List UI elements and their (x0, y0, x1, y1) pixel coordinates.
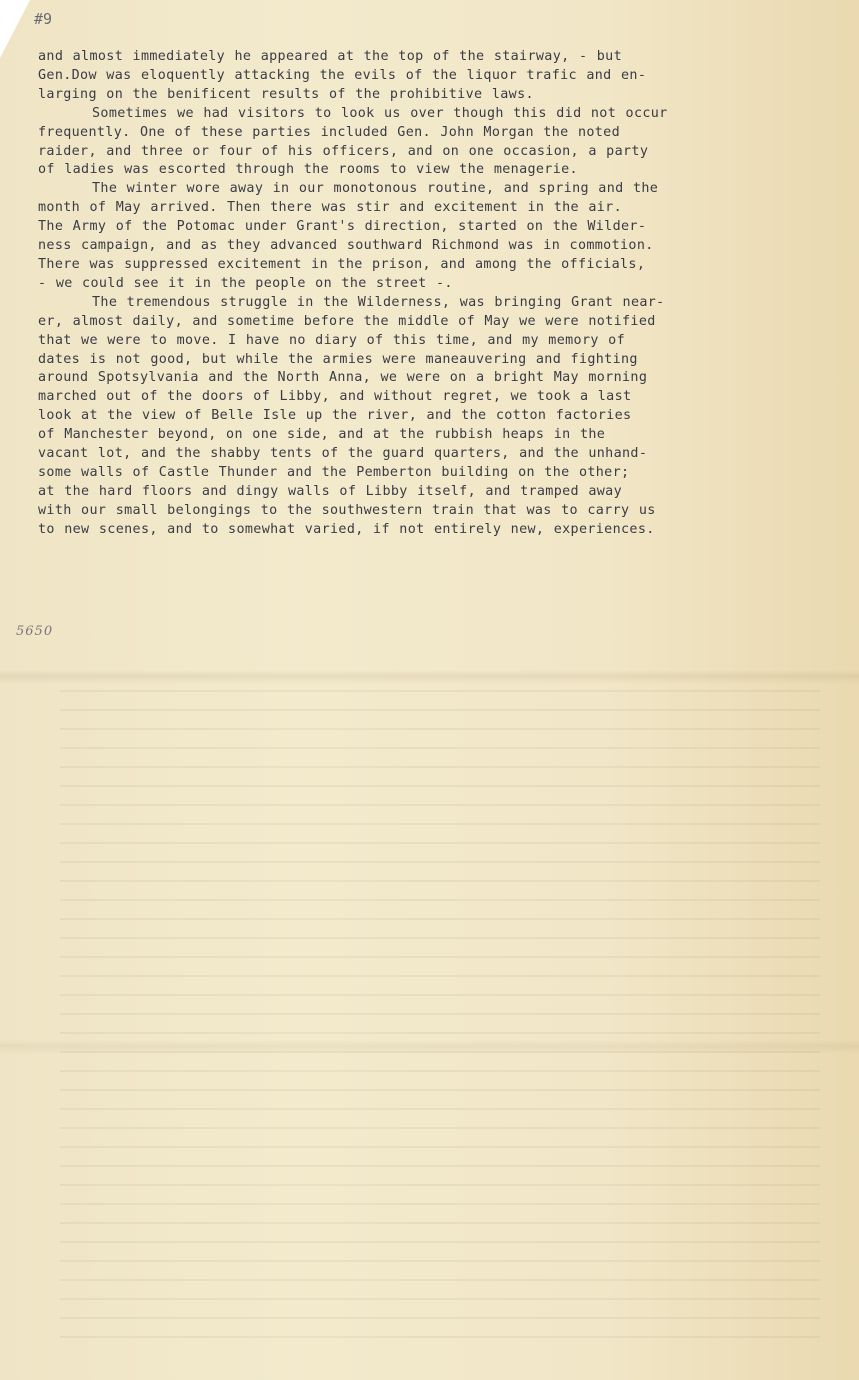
torn-corner (0, 0, 30, 58)
text-line: that we were to move. I have no diary of this time, and my memory of (38, 332, 626, 348)
text-line: - we could see it in the people on the street -. (38, 275, 453, 291)
text-line: ness campaign, and as they advanced southward Richmond was in commotion. (38, 238, 654, 254)
text-line: dates is not good, but while the armies were maneauvering and fighting (38, 351, 638, 367)
text-line: to new scenes, and to somewhat varied, if not entirely new, experiences. (38, 521, 655, 537)
text-line: of ladies was escorted through the rooms to view the menagerie. (38, 162, 578, 178)
text-line: some walls of Castle Thunder and the Pemberton building on the other; (38, 464, 630, 480)
text-line: and almost immediately he appeared at the top of the stairway, - but (38, 49, 623, 64)
show-through-text (60, 690, 820, 1340)
text-line: raider, and three or four of his officers, and on one occasion, a party (38, 143, 649, 159)
paragraph-start-line: The tremendous struggle in the Wilderness, was bringing Grant near- (92, 294, 665, 310)
text-line: look at the view of Belle Isle up the river, and the cotton factories (38, 408, 632, 424)
text-line: with our small belongings to the southwestern train that was to carry us (38, 502, 656, 518)
text-line: There was suppressed excitement in the prison, and among the officials, (38, 256, 646, 272)
text-line: around Spotsylvania and the North Anna, we were on a bright May morning (38, 370, 648, 386)
text-line: at the hard floors and dingy walls of Libby itself, and tramped away (38, 483, 623, 499)
text-line: of Manchester beyond, on one side, and at the rubbish heaps in the (38, 427, 606, 443)
text-line: vacant lot, and the shabby tents of the guard quarters, and the unhand- (38, 446, 648, 462)
text-line: larging on the benificent results of the prohibitive laws. (38, 86, 534, 102)
text-line: The Army of the Potomac under Grant's direction, started on the Wilder- (38, 219, 647, 235)
text-line: marched out of the doors of Libby, and without regret, we took a last (38, 389, 632, 405)
paragraph-start-line: Sometimes we had visitors to look us over though this did not occur (92, 105, 668, 121)
paragraph-start-line: The winter wore away in our monotonous routine, and spring and the (92, 181, 659, 197)
typed-body-text (38, 48, 838, 540)
page-number: #9 (34, 10, 53, 28)
text-line: er, almost daily, and sometime before the middle of May we were notified (38, 313, 656, 329)
handwritten-margin-number: 5650 (16, 624, 54, 639)
text-line: Gen.Dow was eloquently attacking the evils of the liquor trafic and en- (38, 67, 647, 83)
text-line: month of May arrived. Then there was stir and excitement in the air. (38, 200, 623, 216)
text-line: frequently. One of these parties included Gen. John Morgan the noted (38, 124, 621, 140)
